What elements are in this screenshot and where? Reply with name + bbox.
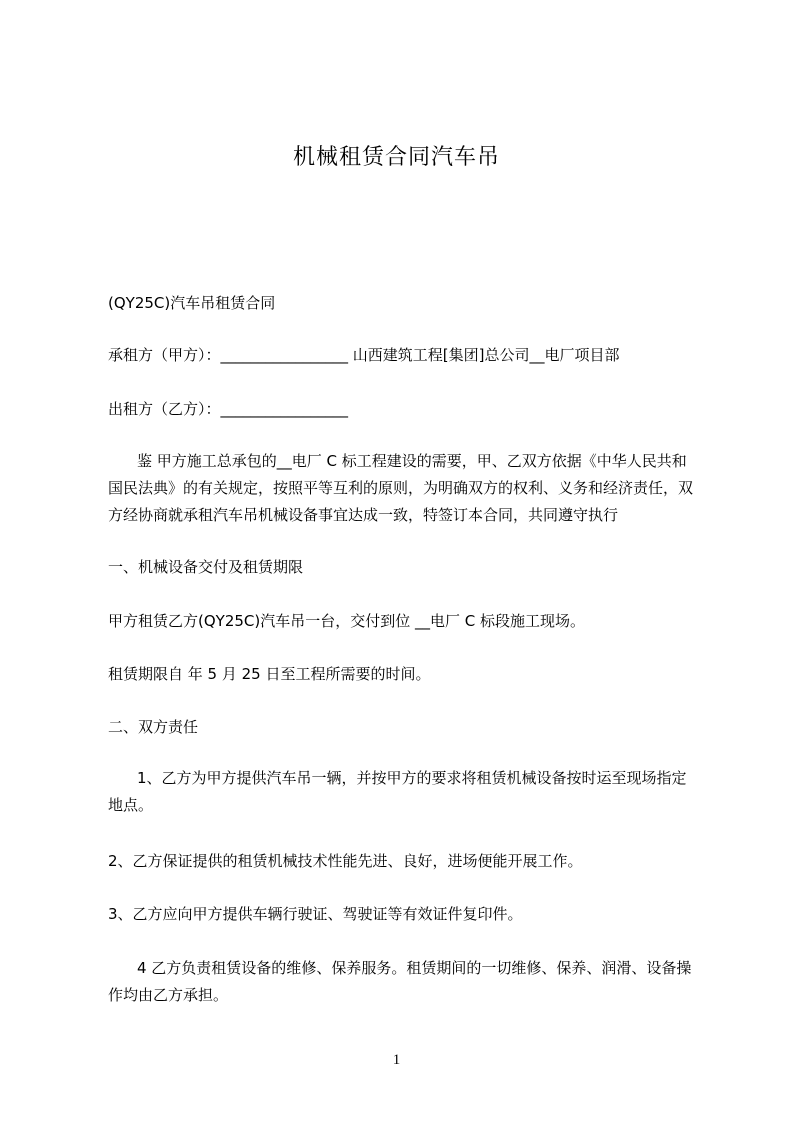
responsibility-item-2: 2、乙方保证提供的租赁机械技术性能先进、良好，进场便能开展工作。 <box>108 852 583 870</box>
document-title: 机械租赁合同汽车吊 <box>292 145 500 170</box>
section-heading-delivery: 一、机械设备交付及租赁期限 <box>108 558 304 576</box>
lease-term-paragraph: 租赁期限自 年 5 月 25 日至工程所需要的时间。 <box>108 665 431 683</box>
responsibility-item-1: 1、乙方为甲方提供汽车吊一辆，并按甲方的要求将租赁机械设备按时运至现场指定地点。 <box>108 769 687 814</box>
preamble-paragraph: 鉴 甲方施工总承包的__电厂 C 标工程建设的需要，甲、乙双方依据《中华人民共和国民法典》的有关规定，按照平等互利的原则，为明确双方的权利、义务和经济责任，双方经协商就承租汽车吊机械设备事宜达成一致，特签订本合同，共同遵守执行 <box>108 452 694 524</box>
responsibility-item-4: 4 乙方负责租赁设备的维修、保养服务。租赁期间的一切维修、保养、润滑、设备操作均由乙方承担。 <box>108 959 692 1004</box>
lessee-line: 承租方（甲方）：_________________ 山西建筑工程[集团]总公司__电厂项目部 <box>108 346 620 364</box>
section-heading-responsibilities: 二、双方责任 <box>108 718 199 736</box>
responsibility-item-3: 3、乙方应向甲方提供车辆行驶证、驾驶证等有效证件复印件。 <box>108 905 523 923</box>
delivery-paragraph: 甲方租赁乙方(QY25C)汽车吊一台，交付到位 __电厂 C 标段施工现场。 <box>108 612 586 630</box>
page-number: 1 <box>392 1052 401 1068</box>
contract-subtitle: (QY25C)汽车吊租赁合同 <box>108 294 276 312</box>
lessor-line: 出租方（乙方）：_________________ <box>108 400 349 418</box>
